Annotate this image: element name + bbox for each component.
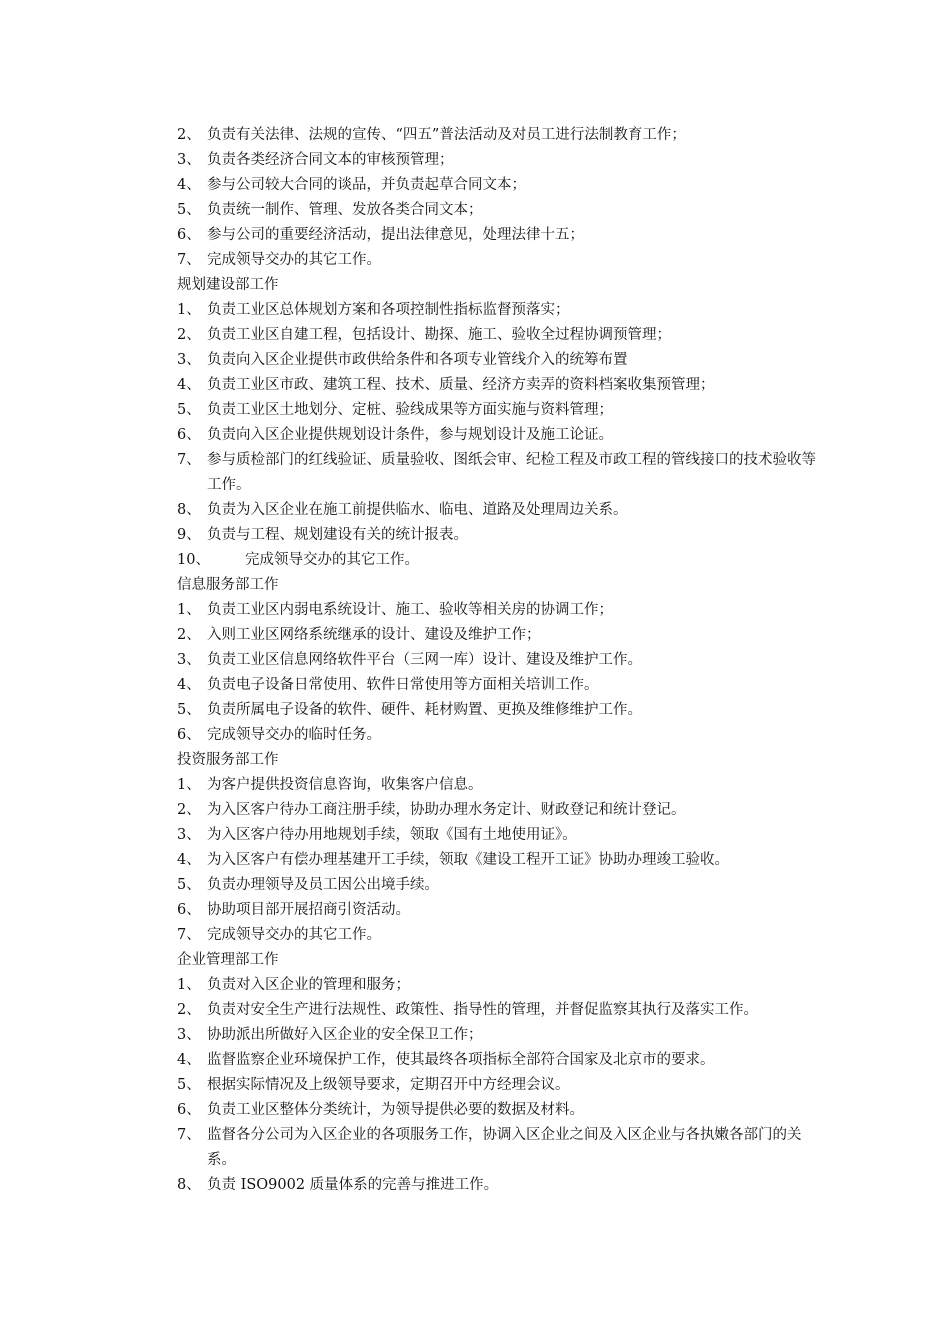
- item-text: 入则工业区网络系统继承的设计、建设及维护工作；: [207, 627, 541, 643]
- item-number: 5、: [177, 702, 201, 718]
- item-text: 负责为入区企业在施工前提供临水、临电、道路及处理周边关系。: [207, 502, 628, 518]
- item-number: 8、: [177, 1177, 201, 1193]
- item-text: 负责工业区总体规划方案和各项控制性指标监督预落实；: [207, 302, 570, 318]
- list-item: [177, 523, 817, 548]
- item-text: 协助派出所做好入区企业的安全保卫工作；: [207, 1027, 483, 1043]
- item-number: 1、: [177, 602, 201, 618]
- item-number: 6、: [177, 427, 201, 443]
- item-number: 2、: [177, 1002, 201, 1018]
- item-number: 3、: [177, 152, 201, 168]
- list-item: [177, 673, 817, 698]
- item-number: 6、: [177, 902, 201, 918]
- list-item: [177, 173, 817, 198]
- item-number: 7、: [177, 452, 201, 468]
- list-item: [177, 248, 817, 273]
- list-item: [177, 123, 817, 148]
- item-text: 负责工业区自建工程，包括设计、勘探、施工、验收全过程协调预管理；: [207, 327, 671, 343]
- item-text: 负责向入区企业提供规划设计条件，参与规划设计及施工论证。: [207, 427, 613, 443]
- list-item: [177, 1023, 817, 1048]
- list-item: [177, 323, 817, 348]
- item-number: 4、: [177, 377, 201, 393]
- item-number: 5、: [177, 202, 201, 218]
- item-number: 5、: [177, 1077, 201, 1093]
- list-item: [177, 873, 817, 898]
- item-text: 为入区客户有偿办理基建开工手续，领取《建设工程开工证》协助办理竣工验收。: [207, 852, 729, 868]
- item-number: 6、: [177, 227, 201, 243]
- item-text: 负责工业区市政、建筑工程、技术、质量、经济方卖弄的资料档案收集预管理；: [207, 377, 715, 393]
- item-text: 参与公司较大合同的谈品，并负责起草合同文本；: [207, 177, 526, 193]
- list-item: [177, 1123, 817, 1173]
- item-text: 监督监察企业环境保护工作，使其最终各项指标全部符合国家及北京市的要求。: [207, 1052, 715, 1068]
- item-number: 2、: [177, 327, 201, 343]
- list-item: [177, 398, 817, 423]
- item-text: 负责向入区企业提供市政供给条件和各项专业管线介入的统筹布置: [207, 352, 628, 368]
- item-number: 7、: [177, 252, 201, 268]
- item-number: 5、: [177, 402, 201, 418]
- item-text: 根据实际情况及上级领导要求，定期召开中方经理会议。: [207, 1077, 570, 1093]
- item-text: 参与质检部门的红线验证、质量验收、图纸会审、纪检工程及市政工程的管线接口的技术验收等工作。: [207, 452, 816, 493]
- item-text: 负责所属电子设备的软件、硬件、耗材购置、更换及维修维护工作。: [207, 702, 642, 718]
- item-text: 完成领导交办的其它工作。: [245, 552, 419, 568]
- item-number: 4、: [177, 677, 201, 693]
- item-number: 2、: [177, 127, 201, 143]
- list-item: [177, 498, 817, 523]
- item-text: 负责与工程、规划建设有关的统计报表。: [207, 527, 468, 543]
- item-text: 完成领导交办的其它工作。: [207, 252, 381, 268]
- item-text: 负责对入区企业的管理和服务；: [207, 977, 410, 993]
- item-text: 参与公司的重要经济活动，提出法律意见，处理法律十五；: [207, 227, 584, 243]
- section-heading: 信息服务部工作: [177, 577, 279, 593]
- item-number: 1、: [177, 302, 201, 318]
- item-number: 3、: [177, 352, 201, 368]
- item-number: 2、: [177, 802, 201, 818]
- list-item: [177, 798, 817, 823]
- list-item: [177, 698, 817, 723]
- item-number: 6、: [177, 1102, 201, 1118]
- list-item: [177, 448, 817, 498]
- item-number: 2、: [177, 627, 201, 643]
- item-text: 完成领导交办的临时任务。: [207, 727, 381, 743]
- list-item: [177, 1048, 817, 1073]
- item-text: 负责工业区信息网络软件平台（三网一库）设计、建设及维护工作。: [207, 652, 642, 668]
- list-item: [177, 298, 817, 323]
- list-item: [177, 548, 817, 573]
- list-item: [177, 1073, 817, 1098]
- item-number: 4、: [177, 177, 201, 193]
- list-item: [177, 373, 817, 398]
- item-number: 1、: [177, 777, 201, 793]
- list-item: [177, 198, 817, 223]
- item-number: 9、: [177, 527, 201, 543]
- list-item: [177, 1098, 817, 1123]
- item-text: 负责办理领导及员工因公出境手续。: [207, 877, 439, 893]
- list-item: [177, 648, 817, 673]
- item-number: 3、: [177, 652, 201, 668]
- item-text: 为入区客户待办用地规划手续，领取《国有土地使用证》。: [207, 827, 577, 843]
- item-text: 监督各分公司为入区企业的各项服务工作，协调入区企业之间及入区企业与各执嫩各部门的关系。: [207, 1127, 802, 1168]
- section-heading: 企业管理部工作: [177, 952, 279, 968]
- item-text: 负责各类经济合同文本的审核预管理；: [207, 152, 454, 168]
- item-number: 3、: [177, 827, 201, 843]
- item-text: 负责工业区土地划分、定桩、验线成果等方面实施与资料管理；: [207, 402, 613, 418]
- item-text: 负责统一制作、管理、发放各类合同文本；: [207, 202, 483, 218]
- item-text: 负责 ISO9002 质量体系的完善与推进工作。: [207, 1177, 499, 1193]
- item-text: 完成领导交办的其它工作。: [207, 927, 381, 943]
- list-item: [177, 998, 817, 1023]
- item-text: 负责对安全生产进行法规性、政策性、指导性的管理，并督促监察其执行及落实工作。: [207, 1002, 758, 1018]
- section-heading: 投资服务部工作: [177, 752, 279, 768]
- item-text: 负责工业区整体分类统计，为领导提供必要的数据及材料。: [207, 1102, 584, 1118]
- item-number: 5、: [177, 877, 201, 893]
- list-item: [177, 848, 817, 873]
- item-number: 1、: [177, 977, 201, 993]
- list-item: [177, 598, 817, 623]
- item-number: 7、: [177, 927, 201, 943]
- list-item: [177, 898, 817, 923]
- list-item: [177, 823, 817, 848]
- item-text: 负责有关法律、法规的宣传、“四五”普法活动及对员工进行法制教育工作；: [207, 127, 686, 143]
- list-item: [177, 623, 817, 648]
- item-number: 10、: [177, 552, 210, 568]
- item-text: 负责电子设备日常使用、软件日常使用等方面相关培训工作。: [207, 677, 599, 693]
- list-item: [177, 148, 817, 173]
- item-number: 6、: [177, 727, 201, 743]
- list-item: [177, 923, 817, 948]
- item-number: 8、: [177, 502, 201, 518]
- item-number: 7、: [177, 1127, 201, 1143]
- item-text: 负责工业区内弱电系统设计、施工、验收等相关房的协调工作；: [207, 602, 613, 618]
- list-item: [177, 723, 817, 748]
- item-text: 为客户提供投资信息咨询，收集客户信息。: [207, 777, 483, 793]
- list-item: [177, 973, 817, 998]
- section-heading: 规划建设部工作: [177, 277, 279, 293]
- list-item: [177, 423, 817, 448]
- list-item: [177, 1173, 817, 1198]
- item-number: 4、: [177, 852, 201, 868]
- item-number: 4、: [177, 1052, 201, 1068]
- item-number: 3、: [177, 1027, 201, 1043]
- item-text: 为入区客户待办工商注册手续，协助办理水务定计、财政登记和统计登记。: [207, 802, 686, 818]
- item-text: 协助项目部开展招商引资活动。: [207, 902, 410, 918]
- list-item: [177, 348, 817, 373]
- list-item: [177, 773, 817, 798]
- list-item: [177, 223, 817, 248]
- document-body: [177, 123, 817, 1198]
